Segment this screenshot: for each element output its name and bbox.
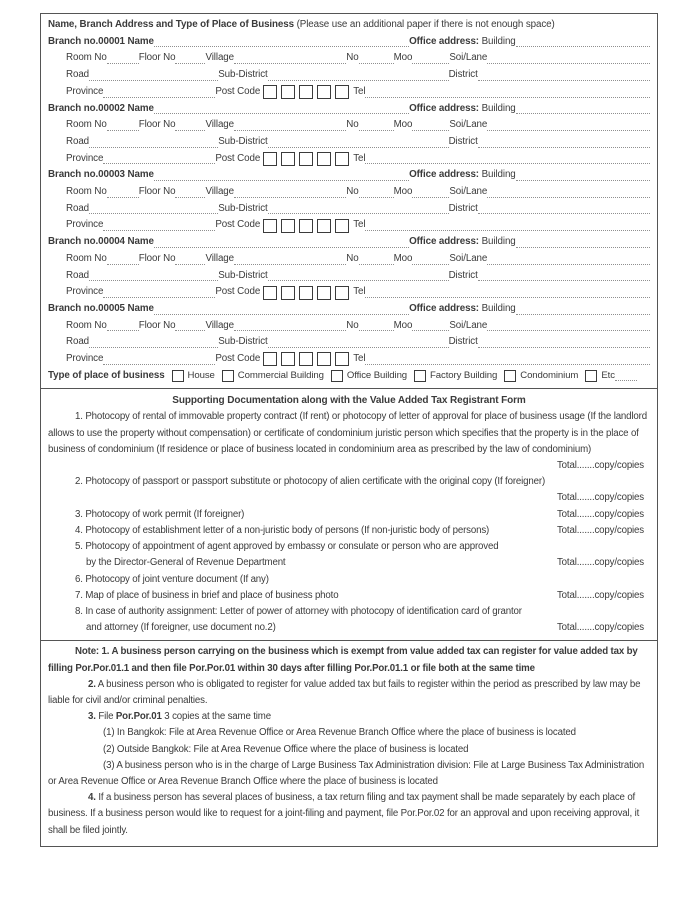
soi-lane-label: Soi/Lane (449, 52, 488, 64)
post-code-label: Post Code (215, 286, 261, 298)
note-4-text: If a business person has several places of business, a tax return filing and tax payment shall be made separately by each place of business. If a business person would like to request for a joint-filing and payment, file Por.Por.02 for an approval and upon receiving approval, it shall be filed jointly. (48, 792, 640, 836)
building-field[interactable] (516, 113, 650, 114)
post-code-boxes (263, 352, 349, 366)
post-code-box[interactable] (281, 352, 295, 366)
tel-label: Tel (353, 85, 366, 97)
sub-district-label: Sub-District (218, 69, 268, 81)
province-field[interactable] (103, 297, 215, 298)
office-address-label: Office address: (409, 169, 479, 181)
no-field[interactable] (359, 197, 394, 198)
no-label: No (346, 252, 359, 264)
doc-item-5-line2: by the Director-General of Revenue Department (86, 557, 286, 569)
sub-district-field[interactable] (268, 213, 449, 214)
district-label: District (448, 336, 478, 348)
checkbox-house[interactable] (172, 370, 184, 382)
no-field[interactable] (359, 130, 394, 131)
branch-block-4 (48, 234, 650, 301)
post-code-box[interactable] (335, 152, 349, 166)
road-field[interactable] (89, 347, 218, 348)
tel-field[interactable] (365, 297, 650, 298)
road-field[interactable] (89, 280, 218, 281)
moo-field[interactable] (412, 130, 449, 131)
name-field[interactable] (154, 180, 409, 181)
moo-label: Moo (393, 186, 413, 198)
province-field[interactable] (103, 364, 215, 365)
note-3-text-post: 3 copies at the same time (161, 711, 271, 723)
name-label: Name (127, 102, 154, 114)
soi-lane-field[interactable] (487, 197, 650, 198)
room-no-field[interactable] (107, 130, 139, 131)
type-of-place-row (48, 368, 650, 385)
room-no-label: Room No (66, 252, 107, 264)
road-label: Road (66, 269, 90, 281)
doc-item-2: 2. Photocopy of passport or passport substitute or photocopy of alien certificate with the original copy (If foreigner) (75, 476, 546, 488)
note-3-sub-3: (3) A business person who is in the charge of Large Business Tax Administration division: File at Large Business Tax Administration or Area Revenue Office or Area Revenue Branch Office where the place of business is located (48, 759, 645, 787)
province-label: Province (66, 286, 104, 298)
option-factory-building: Factory Building (430, 369, 498, 381)
soi-lane-label: Soi/Lane (449, 252, 488, 264)
floor-no-field[interactable] (175, 63, 205, 64)
moo-label: Moo (393, 119, 413, 131)
village-field[interactable] (234, 63, 346, 64)
post-code-label: Post Code (215, 85, 261, 97)
tel-label: Tel (353, 353, 366, 365)
sub-district-field[interactable] (268, 280, 449, 281)
building-label: Building (481, 169, 516, 181)
moo-label: Moo (393, 52, 413, 64)
floor-no-label: Floor No (138, 186, 176, 198)
checkbox-etc[interactable] (585, 370, 597, 382)
section1-hint: (Please use an additional paper if there is not enough space) (296, 19, 555, 30)
road-field[interactable] (89, 213, 218, 214)
floor-no-label: Floor No (138, 319, 176, 331)
sub-district-field[interactable] (268, 347, 449, 348)
tel-label: Tel (353, 219, 366, 231)
post-code-box[interactable] (263, 152, 277, 166)
section-branch-addresses (41, 14, 657, 388)
note-3-form-code: Por.Por.01 (115, 711, 162, 723)
post-code-box[interactable] (335, 85, 349, 99)
room-no-label: Room No (66, 52, 107, 64)
note-2-number: 2. (88, 678, 96, 690)
district-label: District (448, 69, 478, 81)
province-field[interactable] (103, 163, 215, 164)
soi-lane-field[interactable] (487, 264, 650, 265)
post-code-box[interactable] (263, 85, 277, 99)
post-code-boxes (263, 219, 349, 233)
total-copies-7: Total.......copy/copies (556, 589, 644, 601)
note-3-number: 3. (88, 711, 96, 723)
moo-field[interactable] (412, 197, 449, 198)
name-label: Name (127, 35, 154, 47)
post-code-box[interactable] (299, 219, 313, 233)
note-4-number: 4. (88, 792, 96, 804)
moo-field[interactable] (412, 63, 449, 64)
checkbox-condominium[interactable] (504, 370, 516, 382)
total-copies-5: Total.......copy/copies (556, 557, 644, 569)
moo-field[interactable] (412, 264, 449, 265)
post-code-box[interactable] (281, 152, 295, 166)
post-code-boxes (263, 85, 349, 99)
post-code-label: Post Code (215, 219, 261, 231)
sub-district-field[interactable] (268, 147, 449, 148)
name-label: Name (127, 169, 154, 181)
section2-title: Supporting Documentation along with the Value Added Tax Registrant Form (172, 395, 526, 407)
post-code-box[interactable] (317, 85, 331, 99)
section1-header (48, 17, 650, 34)
name-field[interactable] (154, 113, 409, 114)
branch-number-label: Branch no.00001 (48, 35, 125, 47)
village-field[interactable] (234, 197, 346, 198)
name-field[interactable] (154, 46, 409, 47)
building-label: Building (481, 236, 516, 248)
office-address-label: Office address: (409, 35, 479, 47)
section-notes (41, 640, 657, 845)
post-code-box[interactable] (281, 85, 295, 99)
road-label: Road (66, 336, 90, 348)
doc-item-8-line1: 8. In case of authority assignment: Letter of power of attorney with photocopy of identification card of grantor (75, 605, 522, 617)
room-no-field[interactable] (107, 63, 139, 64)
checkbox-factory-building[interactable] (414, 370, 426, 382)
tel-field[interactable] (365, 230, 650, 231)
moo-field[interactable] (412, 330, 449, 331)
doc-item-6: 6. Photocopy of joint venture document (If any) (75, 573, 269, 585)
office-address-label: Office address: (409, 102, 479, 114)
post-code-box[interactable] (299, 85, 313, 99)
district-field[interactable] (478, 80, 650, 81)
sub-district-field[interactable] (268, 80, 449, 81)
floor-no-field[interactable] (175, 330, 205, 331)
village-label: Village (205, 186, 235, 198)
floor-no-field[interactable] (175, 130, 205, 131)
post-code-label: Post Code (215, 353, 261, 365)
post-code-box[interactable] (299, 286, 313, 300)
sub-district-label: Sub-District (218, 135, 268, 147)
village-field[interactable] (234, 130, 346, 131)
post-code-box[interactable] (263, 219, 277, 233)
district-label: District (448, 135, 478, 147)
post-code-box[interactable] (335, 352, 349, 366)
district-field[interactable] (478, 213, 650, 214)
branch-block-5 (48, 301, 650, 368)
branch-number-label: Branch no.00003 (48, 169, 125, 181)
district-field[interactable] (478, 147, 650, 148)
name-label: Name (127, 302, 154, 314)
branch-number-label: Branch no.00004 (48, 236, 125, 248)
soi-lane-label: Soi/Lane (449, 319, 488, 331)
province-field[interactable] (103, 230, 215, 231)
total-copies-3: Total.......copy/copies (556, 508, 644, 520)
post-code-box[interactable] (263, 286, 277, 300)
note-2 (48, 677, 650, 709)
village-field[interactable] (234, 264, 346, 265)
floor-no-label: Floor No (138, 252, 176, 264)
road-label: Road (66, 69, 90, 81)
village-label: Village (205, 52, 235, 64)
option-commercial-building: Commercial Building (237, 369, 324, 381)
branch-number-label: Branch no.00002 (48, 102, 125, 114)
road-label: Road (66, 202, 90, 214)
office-address-label: Office address: (409, 302, 479, 314)
post-code-box[interactable] (299, 152, 313, 166)
branch-number-label: Branch no.00005 (48, 302, 125, 314)
branch-block-3 (48, 167, 650, 234)
no-field[interactable] (359, 264, 394, 265)
no-field[interactable] (359, 330, 394, 331)
soi-lane-field[interactable] (487, 63, 650, 64)
option-office-building: Office Building (346, 369, 408, 381)
form-document (40, 13, 658, 847)
village-field[interactable] (234, 330, 346, 331)
sub-district-label: Sub-District (218, 269, 268, 281)
post-code-box[interactable] (335, 286, 349, 300)
district-field[interactable] (478, 347, 650, 348)
note-3-sub-1: (1) In Bangkok: File at Area Revenue Office or Area Revenue Branch Office where the place of business is located (103, 727, 576, 739)
road-field[interactable] (89, 80, 218, 81)
post-code-boxes (263, 286, 349, 300)
building-label: Building (481, 302, 516, 314)
note-3-sub-2: (2) Outside Bangkok: File at Area Revenue Office where the place of business is located (103, 743, 469, 755)
province-label: Province (66, 219, 104, 231)
no-label: No (346, 52, 359, 64)
post-code-box[interactable] (317, 286, 331, 300)
tel-label: Tel (353, 286, 366, 298)
total-copies-1: Total.......copy/copies (556, 460, 644, 472)
total-copies-8: Total.......copy/copies (556, 622, 644, 634)
building-field[interactable] (516, 180, 650, 181)
road-label: Road (66, 135, 90, 147)
province-field[interactable] (103, 97, 215, 98)
no-label: No (346, 119, 359, 131)
floor-no-field[interactable] (175, 197, 205, 198)
tel-field[interactable] (365, 97, 650, 98)
province-label: Province (66, 152, 104, 164)
name-label: Name (127, 236, 154, 248)
province-label: Province (66, 353, 104, 365)
soi-lane-field[interactable] (487, 130, 650, 131)
road-field[interactable] (89, 147, 218, 148)
building-field[interactable] (516, 247, 650, 248)
branch-block-2 (48, 101, 650, 168)
district-label: District (448, 269, 478, 281)
section1-title: Name, Branch Address and Type of Place of Business (48, 19, 294, 30)
no-field[interactable] (359, 63, 394, 64)
checkbox-office-building[interactable] (331, 370, 343, 382)
doc-item-7: 7. Map of place of business in brief and place of business photo (75, 589, 339, 601)
post-code-box[interactable] (281, 286, 295, 300)
no-label: No (346, 186, 359, 198)
room-no-label: Room No (66, 186, 107, 198)
name-field[interactable] (154, 247, 409, 248)
total-copies-2: Total.......copy/copies (556, 492, 644, 504)
note-2-text: A business person who is obligated to register for value added tax but fails to register within the period as prescribed by law may be liable for civil and/or criminal penalties. (48, 678, 641, 706)
post-code-box[interactable] (281, 219, 295, 233)
tel-field[interactable] (365, 364, 650, 365)
checkbox-commercial-building[interactable] (222, 370, 234, 382)
post-code-box[interactable] (317, 352, 331, 366)
soi-lane-label: Soi/Lane (449, 186, 488, 198)
room-no-field[interactable] (107, 197, 139, 198)
tel-label: Tel (353, 152, 366, 164)
sub-district-label: Sub-District (218, 202, 268, 214)
option-condominium: Condominium (520, 369, 579, 381)
post-code-label: Post Code (215, 152, 261, 164)
post-code-box[interactable] (317, 219, 331, 233)
room-no-field[interactable] (107, 330, 139, 331)
note-3-text-pre: File (95, 711, 116, 723)
doc-item-4: 4. Photocopy of establishment letter of a non-juristic body of persons (If non-juristic body of persons) (75, 524, 490, 536)
soi-lane-field[interactable] (487, 330, 650, 331)
room-no-field[interactable] (107, 264, 139, 265)
building-label: Building (481, 102, 516, 114)
etc-field[interactable] (615, 380, 637, 381)
soi-lane-label: Soi/Lane (449, 119, 488, 131)
village-label: Village (205, 319, 235, 331)
village-label: Village (205, 252, 235, 264)
section-supporting-documentation (41, 388, 657, 640)
type-of-place-label: Type of place of business (48, 369, 165, 381)
option-house: House (187, 369, 215, 381)
sub-district-label: Sub-District (218, 336, 268, 348)
floor-no-label: Floor No (138, 52, 176, 64)
doc-item-3: 3. Photocopy of work permit (If foreigner) (75, 508, 245, 520)
post-code-box[interactable] (317, 152, 331, 166)
total-copies-4: Total.......copy/copies (556, 524, 644, 536)
tel-field[interactable] (365, 163, 650, 164)
village-label: Village (205, 119, 235, 131)
province-label: Province (66, 85, 104, 97)
post-code-box[interactable] (335, 219, 349, 233)
floor-no-field[interactable] (175, 264, 205, 265)
name-field[interactable] (154, 314, 409, 315)
district-field[interactable] (478, 280, 650, 281)
office-address-label: Office address: (409, 236, 479, 248)
branch-block-1 (48, 34, 650, 101)
floor-no-label: Floor No (138, 119, 176, 131)
note-1: Note: 1. A business person carrying on the business which is exempt from value added tax can register for value added tax by filling Por.Por.01.1 and then file Por.Por.01 within 30 days after filling Por.Por.01.1 or file both at the same time (48, 646, 638, 674)
no-label: No (346, 319, 359, 331)
room-no-label: Room No (66, 319, 107, 331)
note-3 (48, 709, 650, 725)
room-no-label: Room No (66, 119, 107, 131)
doc-item-5-line1: 5. Photocopy of appointment of agent approved by embassy or consulate or person who are approved (75, 541, 499, 553)
moo-label: Moo (393, 319, 413, 331)
building-field[interactable] (516, 314, 650, 315)
building-field[interactable] (516, 46, 650, 47)
doc-item-1: 1. Photocopy of rental of immovable property contract (If rent) or photocopy of letter of approval for place of business usage (If the landlord allows to use the property without compensation) or certificate of condominium juristic person which specifies that the property is in the place of business of condominium (If residence or place of business located in condominium area as prescribed by the law of condominium) (48, 411, 647, 455)
post-code-box[interactable] (299, 352, 313, 366)
building-label: Building (481, 35, 516, 47)
post-code-boxes (263, 152, 349, 166)
district-label: District (448, 202, 478, 214)
note-4 (48, 790, 650, 839)
option-etc: Etc (601, 369, 615, 381)
post-code-box[interactable] (263, 352, 277, 366)
moo-label: Moo (393, 252, 413, 264)
doc-item-8-line2: and attorney (If foreigner, use document no.2) (86, 622, 276, 634)
